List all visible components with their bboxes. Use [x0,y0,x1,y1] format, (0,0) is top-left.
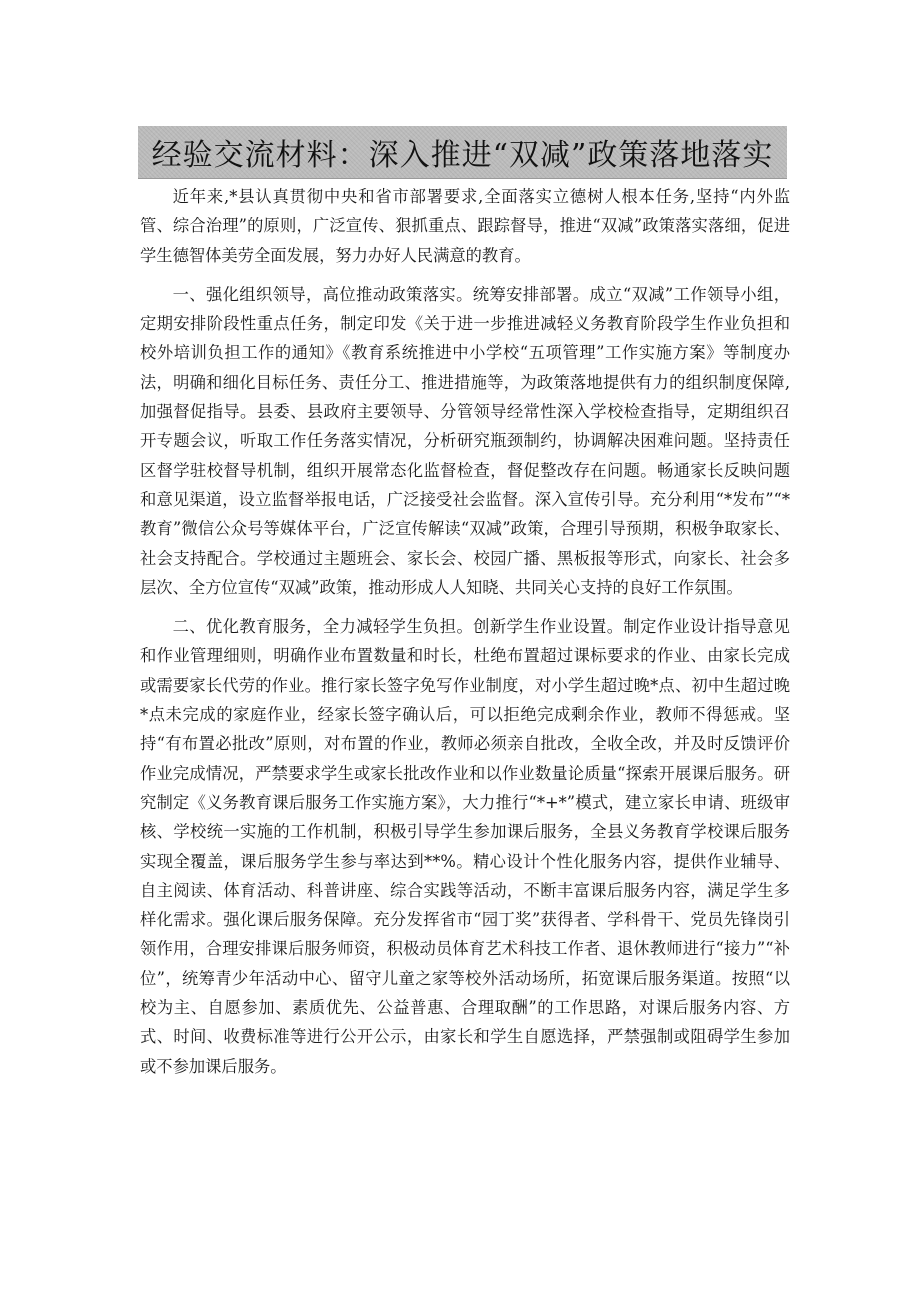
title-banner [138,126,787,179]
document-title: 经验交流材料：深入推进“双减”政策落地落实 [151,138,774,173]
document-body [140,182,790,1081]
paragraph-section-2: 二、优化教育服务，全力减轻学生负担。创新学生作业设置。制定作业设计指导意见和作业管理细则，明确作业布置数量和时长，杜绝布置超过课标要求的作业、由家长完成或需要家长代劳的作业。推行家长签字免写作业制度，对小学生超过晚*点、初中生超过晚*点未完成的家庭作业，经家长签字确认后，可以拒绝完成剩余作业，教师不得惩戒。坚持“有布置必批改”原则，对布置的作业，教师必须亲自批改，全收全改，并及时反馈评价作业完成情况，严禁要求学生或家长批改作业和以作业数量论质量“探索开展课后服务。研究制定《义务教育课后服务工作实施方案》，大力推行“*+*”模式，建立家长申请、班级审核、学校统一实施的工作机制，积极引导学生参加课后服务，全县义务教育学校课后服务实现全覆盖，课后服务学生参与率达到**%。精心设计个性化服务内容，提供作业辅导、自主阅读、体育活动、科普讲座、综合实践等活动，不断丰富课后服务内容，满足学生多样化需求。强化课后服务保障。充分发挥省市“园丁奖”获得者、学科骨干、党员先锋岗引领作用，合理安排课后服务师资，积极动员体育艺术科技工作者、退休教师进行“接力”“补位”，统筹青少年活动中心、留守儿童之家等校外活动场所，拓宽课后服务渠道。按照“以校为主、自愿参加、素质优先、公益普惠、合理取酬”的工作思路，对课后服务内容、方式、时间、收费标准等进行公开公示，由家长和学生自愿选择，严禁强制或阻碍学生参加或不参加课后服务。 [140,617,790,1076]
paragraph-section-1: 一、强化组织领导，高位推动政策落实。统筹安排部署。成立“双减”工作领导小组，定期安排阶段性重点任务，制定印发《关于进一步推进减轻义务教育阶段学生作业负担和校外培训负担工作的通知》《教育系统推进中小学校“五项管理”工作实施方案》等制度办法，明确和细化目标任务、责任分工、推进措施等，为政策落地提供有力的组织制度保障,加强督促指导。县委、县政府主要领导、分管领导经常性深入学校检查指导，定期组织召开专题会议，听取工作任务落实情况，分析研究瓶颈制约，协调解决困难问题。坚持责任区督学驻校督导机制，组织开展常态化监督检查，督促整改存在问题。畅通家长反映问题和意见渠道，设立监督举报电话，广泛接受社会监督。深入宣传引导。充分利用“*发布”“*教育”微信公众号等媒体平台，广泛宣传解读“双减”政策，合理引导预期，积极争取家长、社会支持配合。学校通过主题班会、家长会、校园广播、黑板报等形式，向家长、社会多层次、全方位宣传“双减”政策，推动形成人人知晓、共同关心支持的良好工作氛围。 [140,284,790,597]
paragraph-intro: 近年来,*县认真贯彻中央和省市部署要求,全面落实立德树人根本任务,坚持“内外监管、综合治理”的原则，广泛宣传、狠抓重点、跟踪督导，推进“双减”政策落实落细，促进学生德智体美劳全面发展，努力办好人民满意的教育。 [140,187,790,265]
